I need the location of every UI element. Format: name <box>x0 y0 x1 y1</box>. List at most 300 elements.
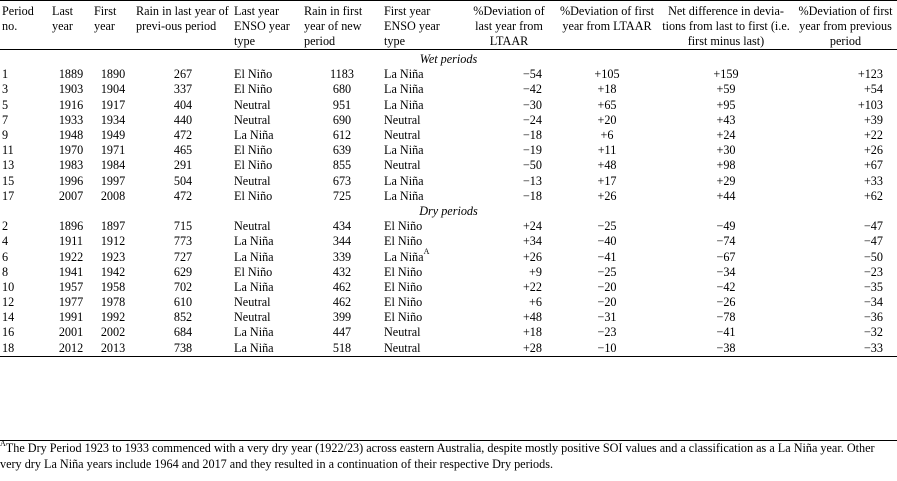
cell-value: +18 <box>522 325 542 340</box>
cell-value: 2002 <box>100 325 126 340</box>
table-cell <box>0 219 50 234</box>
cell-value: 612 <box>332 128 352 143</box>
table-cell <box>232 265 302 280</box>
cell-value: 5 <box>2 97 9 112</box>
cell-value: −10 <box>597 340 617 355</box>
table-row <box>0 189 897 204</box>
table-cell <box>92 249 134 264</box>
cell-value: −49 <box>716 219 736 234</box>
table-cell <box>382 219 462 234</box>
cell-value: 680 <box>332 82 352 97</box>
table-cell <box>794 113 897 128</box>
table-cell <box>658 325 794 340</box>
cell-value: Neutral <box>384 112 421 127</box>
table-cell <box>302 82 382 97</box>
table-cell <box>0 158 50 173</box>
cell-value: El Niño <box>234 67 273 82</box>
table-cell <box>232 234 302 249</box>
table-cell <box>382 158 462 173</box>
table-cell <box>50 158 92 173</box>
cell-value: 1957 <box>58 279 84 294</box>
table-cell <box>232 113 302 128</box>
table-cell <box>0 295 50 310</box>
cell-value: +34 <box>522 234 542 249</box>
table-cell <box>134 189 232 204</box>
table-cell <box>556 158 658 173</box>
col-header-period: Period no. <box>2 4 34 33</box>
table-cell <box>134 158 232 173</box>
table-body <box>0 50 897 357</box>
table-cell <box>92 82 134 97</box>
table-cell <box>134 98 232 113</box>
cell-value: 465 <box>173 143 193 158</box>
table-cell <box>0 128 50 143</box>
table-cell <box>302 249 382 264</box>
table-cell <box>232 82 302 97</box>
table-cell <box>794 174 897 189</box>
table-cell <box>794 295 897 310</box>
cell-value: 13 <box>2 158 15 173</box>
table-cell <box>50 189 92 204</box>
cell-value: +30 <box>716 143 736 158</box>
table-cell <box>232 98 302 113</box>
cell-value: El Niño <box>384 295 423 310</box>
cell-value: +67 <box>863 158 883 173</box>
cell-value: 1897 <box>100 219 126 234</box>
table-cell <box>134 341 232 357</box>
cell-value: +26 <box>522 249 542 264</box>
table-cell <box>462 341 556 357</box>
table-cell <box>382 143 462 158</box>
cell-value: −50 <box>863 249 883 264</box>
table-cell <box>92 189 134 204</box>
table-cell <box>794 189 897 204</box>
cell-value: 1948 <box>58 128 84 143</box>
table-cell <box>794 234 897 249</box>
cell-value: La Niña <box>384 173 424 188</box>
cell-value: El Niño <box>384 310 423 325</box>
cell-value: +26 <box>863 143 883 158</box>
cell-value: +43 <box>716 112 736 127</box>
cell-value: 267 <box>173 67 193 82</box>
table-cell <box>382 67 462 82</box>
table-cell <box>50 295 92 310</box>
table-cell <box>232 189 302 204</box>
table-cell <box>0 113 50 128</box>
cell-value: 2 <box>2 219 9 234</box>
table-cell <box>232 341 302 357</box>
col-header-dev-last: %Deviation of last year from LTAAR <box>473 4 545 48</box>
cell-value: 344 <box>332 234 352 249</box>
table-cell <box>0 174 50 189</box>
table-cell <box>556 82 658 97</box>
footnote-mark: A <box>0 438 6 448</box>
table-cell <box>302 128 382 143</box>
table-row <box>0 265 897 280</box>
cell-value: +95 <box>716 97 736 112</box>
cell-value: +6 <box>529 295 542 310</box>
table-row <box>0 128 897 143</box>
table-cell <box>658 341 794 357</box>
cell-value: 518 <box>332 340 352 355</box>
table-cell <box>462 67 556 82</box>
table-row <box>0 98 897 113</box>
col-header-net-diff: Net difference in devia-tions from last to first (i.e. first minus last) <box>662 4 790 48</box>
cell-value: +105 <box>594 67 620 82</box>
cell-value: 462 <box>332 295 352 310</box>
table-row <box>0 158 897 173</box>
cell-value: 6 <box>2 249 9 264</box>
cell-value: +44 <box>716 188 736 203</box>
cell-value: Neutral <box>234 295 271 310</box>
table-cell <box>134 219 232 234</box>
table-cell <box>794 280 897 295</box>
cell-value: La Niña <box>384 97 424 112</box>
table-cell <box>556 234 658 249</box>
cell-value: 2013 <box>100 340 126 355</box>
table-cell <box>462 158 556 173</box>
table-footnote <box>0 440 897 472</box>
table-cell <box>556 189 658 204</box>
table-cell <box>134 295 232 310</box>
section-heading-row <box>0 50 897 68</box>
cell-value: −50 <box>522 158 542 173</box>
table-cell <box>50 341 92 357</box>
table-cell <box>556 143 658 158</box>
cell-value: 1183 <box>330 67 354 82</box>
table-cell <box>50 98 92 113</box>
section-heading: Wet periods <box>419 52 478 67</box>
table-cell <box>92 295 134 310</box>
table-row <box>0 234 897 249</box>
table-cell <box>92 113 134 128</box>
table-cell <box>382 98 462 113</box>
table-cell <box>92 128 134 143</box>
cell-value: −47 <box>863 219 883 234</box>
cell-value: 1996 <box>58 173 84 188</box>
cell-value: Neutral <box>384 325 421 340</box>
cell-value: 2007 <box>58 188 84 203</box>
cell-value: −25 <box>597 264 617 279</box>
table-cell <box>92 341 134 357</box>
table-cell <box>0 143 50 158</box>
table-cell <box>302 234 382 249</box>
table-cell <box>556 295 658 310</box>
cell-value: La Niña <box>234 340 274 355</box>
cell-value: 1911 <box>59 234 83 249</box>
table-cell <box>0 67 50 82</box>
table-cell <box>382 310 462 325</box>
table-cell <box>302 143 382 158</box>
cell-value: −23 <box>597 325 617 340</box>
table-cell <box>556 219 658 234</box>
table-cell <box>658 143 794 158</box>
table-cell <box>658 98 794 113</box>
table-cell <box>50 143 92 158</box>
table-cell <box>92 234 134 249</box>
cell-value: +62 <box>863 188 883 203</box>
table-cell <box>92 325 134 340</box>
table-row <box>0 219 897 234</box>
cell-value: 951 <box>332 97 352 112</box>
table-cell <box>794 128 897 143</box>
cell-value: 1 <box>2 67 9 82</box>
cell-value: +17 <box>597 173 617 188</box>
footnote-text: The Dry Period 1923 to 1933 commenced with a very dry year (1922/23) across eastern Australia, despite mostly positive SOI values and a classification as a La Niña year. Other very dry La Niña years include 1964 and 2017 and they resulted in a continuation of their respective Dry periods. <box>0 441 875 471</box>
col-header-rain-last: Rain in last year of previ-ous period <box>136 4 229 33</box>
header-row <box>0 1 897 50</box>
table-cell <box>92 265 134 280</box>
table-cell <box>382 280 462 295</box>
table-cell <box>50 82 92 97</box>
table-cell <box>134 310 232 325</box>
table-cell <box>382 325 462 340</box>
cell-value: 1889 <box>58 67 84 82</box>
cell-value: −41 <box>597 249 617 264</box>
cell-value: El Niño <box>234 158 273 173</box>
cell-value: Neutral <box>384 340 421 355</box>
table-cell <box>302 113 382 128</box>
cell-value: +98 <box>716 158 736 173</box>
cell-value: Neutral <box>234 97 271 112</box>
table-cell <box>302 158 382 173</box>
cell-value: 1916 <box>58 97 84 112</box>
cell-value: +24 <box>716 128 736 143</box>
cell-value: 855 <box>332 158 352 173</box>
table-cell <box>462 98 556 113</box>
cell-value: −34 <box>863 295 883 310</box>
table-cell <box>0 234 50 249</box>
col-header-last-year: Last year <box>52 4 73 33</box>
table-cell <box>556 310 658 325</box>
table-cell <box>302 189 382 204</box>
table-cell <box>0 280 50 295</box>
cell-value: +22 <box>863 128 883 143</box>
col-header-enso-last: Last year ENSO year type <box>234 4 290 48</box>
table-cell <box>658 265 794 280</box>
cell-value: −20 <box>597 279 617 294</box>
cell-value: +18 <box>597 82 617 97</box>
table-cell <box>382 341 462 357</box>
cell-value: −25 <box>597 219 617 234</box>
table-cell <box>302 325 382 340</box>
table-cell <box>658 249 794 264</box>
table-cell <box>794 249 897 264</box>
table-cell <box>462 189 556 204</box>
cell-value: +159 <box>713 67 739 82</box>
table-cell <box>382 295 462 310</box>
table-cell <box>794 158 897 173</box>
cell-value: +123 <box>857 67 883 82</box>
cell-value: La Niña <box>384 82 424 97</box>
cell-value: 1997 <box>100 173 126 188</box>
cell-value: 1934 <box>100 112 126 127</box>
table-cell <box>232 219 302 234</box>
table-cell <box>50 310 92 325</box>
table-cell <box>556 98 658 113</box>
table-cell <box>0 325 50 340</box>
cell-value: 337 <box>173 82 193 97</box>
section-heading: Dry periods <box>419 203 478 218</box>
cell-value: 440 <box>173 112 193 127</box>
table-cell <box>0 98 50 113</box>
table-cell <box>794 143 897 158</box>
cell-value: 639 <box>332 143 352 158</box>
cell-value: 3 <box>2 82 9 97</box>
table-cell <box>462 219 556 234</box>
cell-value: La Niña <box>234 325 274 340</box>
cell-value: +65 <box>597 97 617 112</box>
table-cell <box>556 113 658 128</box>
cell-value: −67 <box>716 249 736 264</box>
cell-value: 14 <box>2 310 15 325</box>
cell-value: −42 <box>522 82 542 97</box>
cell-value: +22 <box>522 279 542 294</box>
cell-value: 1923 <box>100 249 126 264</box>
cell-value: −74 <box>716 234 736 249</box>
cell-value: La Niña <box>384 67 424 82</box>
cell-value: 1984 <box>100 158 126 173</box>
cell-value: Neutral <box>384 128 421 143</box>
table-cell <box>232 280 302 295</box>
cell-value: 702 <box>173 279 193 294</box>
cell-value: 10 <box>2 279 15 294</box>
cell-value: 462 <box>332 279 352 294</box>
table-row <box>0 174 897 189</box>
table-cell <box>134 113 232 128</box>
cell-value: −30 <box>522 97 542 112</box>
table-cell <box>302 174 382 189</box>
table-cell <box>794 310 897 325</box>
table-cell <box>658 174 794 189</box>
col-header-dev-first: %Deviation of first year from LTAAR <box>559 4 655 33</box>
cell-value: 7 <box>2 112 9 127</box>
cell-value: −19 <box>522 143 542 158</box>
table-cell <box>462 265 556 280</box>
cell-value: +59 <box>716 82 736 97</box>
table-cell <box>794 82 897 97</box>
table-row <box>0 249 897 264</box>
col-header-rain-first: Rain in first year of new period <box>304 4 363 48</box>
footnote-ref: A <box>423 247 430 257</box>
cell-value: El Niño <box>384 279 423 294</box>
table-cell <box>92 310 134 325</box>
cell-value: +29 <box>716 173 736 188</box>
table-cell <box>462 280 556 295</box>
table-cell <box>658 219 794 234</box>
cell-value: 773 <box>173 234 193 249</box>
cell-value: 1983 <box>58 158 84 173</box>
table-cell <box>50 234 92 249</box>
table-cell <box>382 234 462 249</box>
cell-value: −32 <box>863 325 883 340</box>
cell-value: El Niño <box>234 188 273 203</box>
cell-value: 2008 <box>100 188 126 203</box>
cell-value: 1970 <box>58 143 84 158</box>
cell-value: +24 <box>522 219 542 234</box>
table-cell <box>50 113 92 128</box>
table-cell <box>232 249 302 264</box>
table-cell <box>0 249 50 264</box>
cell-value: 1949 <box>100 128 126 143</box>
cell-value: 1958 <box>100 279 126 294</box>
cell-value: 715 <box>173 219 193 234</box>
cell-value: −20 <box>597 295 617 310</box>
table-cell <box>50 128 92 143</box>
cell-value: −24 <box>522 112 542 127</box>
cell-value: −38 <box>716 340 736 355</box>
table-cell <box>382 189 462 204</box>
table-cell <box>794 341 897 357</box>
table-cell <box>134 82 232 97</box>
cell-value: 9 <box>2 128 9 143</box>
cell-value: −34 <box>716 264 736 279</box>
table-cell <box>302 341 382 357</box>
cell-value: La Niña <box>234 128 274 143</box>
table-cell <box>92 67 134 82</box>
table-cell <box>382 82 462 97</box>
cell-value: 852 <box>173 310 193 325</box>
table-cell <box>134 280 232 295</box>
table-cell <box>232 67 302 82</box>
table-cell <box>658 113 794 128</box>
table-cell <box>232 128 302 143</box>
cell-value: −26 <box>716 295 736 310</box>
table-cell <box>0 310 50 325</box>
table-cell <box>232 158 302 173</box>
table-row <box>0 113 897 128</box>
cell-value: +20 <box>597 112 617 127</box>
table-cell <box>462 295 556 310</box>
table-row <box>0 310 897 325</box>
table-cell <box>232 174 302 189</box>
table-cell <box>92 98 134 113</box>
cell-value: 504 <box>173 173 193 188</box>
cell-value: El Niño <box>234 82 273 97</box>
cell-value: El Niño <box>384 234 423 249</box>
col-header-enso-first: First year ENSO year type <box>384 4 440 48</box>
table-cell <box>92 158 134 173</box>
table-row <box>0 341 897 357</box>
cell-value: 1933 <box>58 112 84 127</box>
cell-value: 2001 <box>58 325 84 340</box>
cell-value: 1890 <box>100 67 126 82</box>
table-cell <box>134 174 232 189</box>
table-cell <box>0 341 50 357</box>
cell-value: 404 <box>173 97 193 112</box>
cell-value: 472 <box>173 188 193 203</box>
cell-value: −23 <box>863 264 883 279</box>
cell-value: 18 <box>2 340 15 355</box>
section-heading-row <box>0 204 897 219</box>
table-cell <box>462 310 556 325</box>
table-row <box>0 295 897 310</box>
cell-value: Neutral <box>234 310 271 325</box>
table-cell <box>794 325 897 340</box>
table-cell <box>794 265 897 280</box>
cell-value: 1978 <box>100 295 126 310</box>
table-cell <box>462 234 556 249</box>
cell-value: 1922 <box>58 249 84 264</box>
cell-value: 1896 <box>58 219 84 234</box>
cell-value: +9 <box>529 264 542 279</box>
table-cell <box>794 219 897 234</box>
table-cell <box>134 265 232 280</box>
cell-value: +28 <box>522 340 542 355</box>
cell-value: −54 <box>522 67 542 82</box>
cell-value: +26 <box>597 188 617 203</box>
cell-value: El Niño <box>234 143 273 158</box>
